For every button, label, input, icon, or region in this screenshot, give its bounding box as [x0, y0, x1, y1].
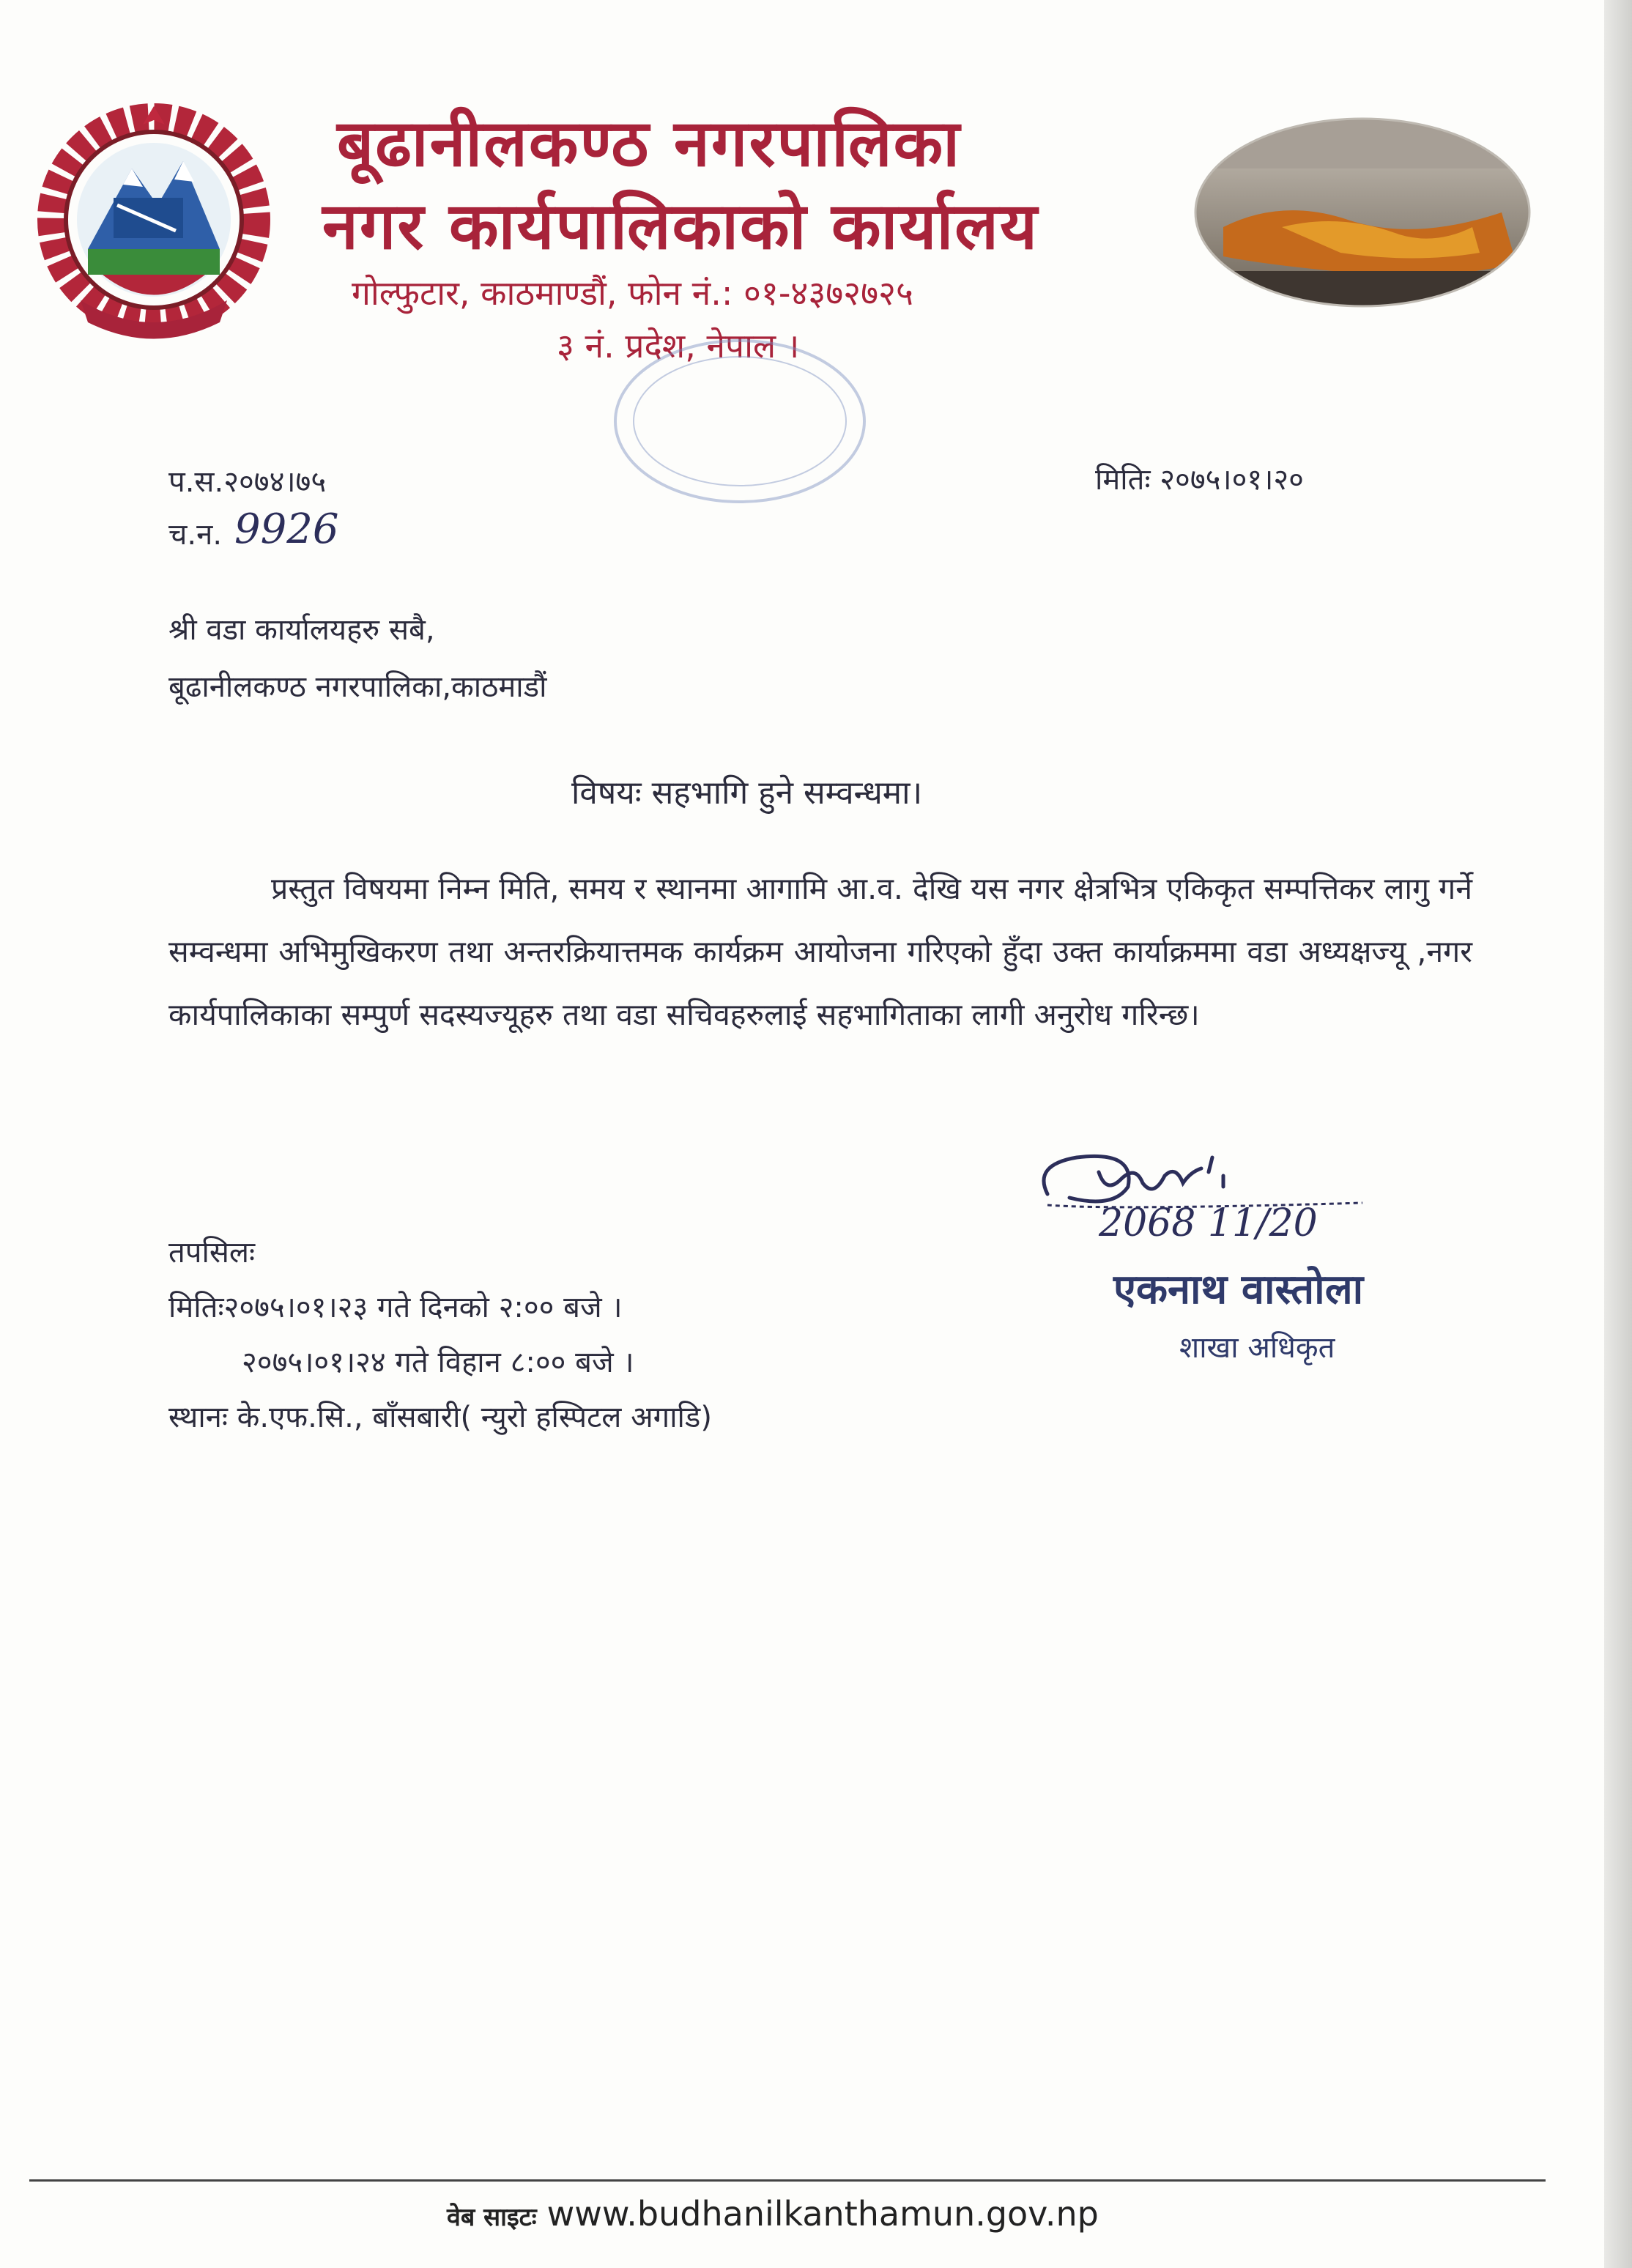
chalani-label: च.न.: [168, 518, 223, 552]
office-address: गोल्फुटार, काठमाण्डौं, फोन नं.: ०१-४३७२७२५: [352, 273, 913, 313]
office-name: नगर कार्यपालिकाको कार्यालय: [322, 188, 1039, 264]
footer: [447, 2194, 1099, 2234]
office-stamp: [601, 330, 879, 513]
municipality-name: बूढानीलकण्ठ नगरपालिका: [337, 105, 962, 181]
website-label: वेब साइटः: [447, 2203, 537, 2232]
recipient-line-2: बूढानीलकण्ठ नगरपालिका,काठमाडौं: [168, 670, 547, 704]
footer-divider: [29, 2179, 1546, 2182]
header-oval-photo: [1194, 117, 1531, 308]
details-heading: तपसिलः: [168, 1236, 256, 1270]
letter-subject: विषयः सहभागि हुने सम्वन्धमा।: [571, 774, 923, 812]
details-date-2: २०७५।०१।२४ गते विहान ८:०० बजे ।: [242, 1346, 634, 1379]
letter-body: [168, 857, 1472, 1046]
details-date-1: मितिः२०७५।०१।२३ गते दिनको २:०० बजे ।: [168, 1291, 623, 1324]
chalani-number: 9926: [234, 505, 339, 553]
reference-number: प.स.२०७४।७५: [168, 465, 327, 499]
page-edge-shadow: [1604, 0, 1632, 2268]
letter-date: मितिः २०७५।०१।२०: [1095, 463, 1304, 497]
signature-date: 2068 11/20: [1099, 1201, 1318, 1245]
details-place: स्थानः के.एफ.सि., बाँसबारी( न्युरो हस्पिटल अगाडि): [168, 1401, 712, 1434]
body-paragraph: प्रस्तुत विषयमा निम्न मिति, समय र स्थानमा आगामि आ.व. देखि यस नगर क्षेत्रभित्र एकिकृत सम्पत्तिकर लागु गर्ने सम्वन्धमा अभिमुखिकरण तथा अन्तरक्रियात्तमक कार्यक्रम आयोजना गरिएको हुँदा उक्त कार्याक्रममा वडा अध्यक्षज्यू ,नगर कार्यपालिकाका सम्पुर्ण सदस्यज्यूहरु तथा वडा सचिवहरुलाई सहभागिताका लागी अनुरोध गरिन्छ।: [168, 871, 1472, 1032]
office-province: ३ नं. प्रदेश, नेपाल ।: [557, 326, 800, 366]
hills-icon: [88, 249, 220, 275]
recipient-line-1: श्री वडा कार्यालयहरु सबै,: [168, 613, 435, 647]
signatory-designation: शाखा अधिकृत: [1179, 1331, 1335, 1365]
website-link[interactable]: www.budhanilkanthamun.gov.np: [546, 2194, 1099, 2234]
signatory-name: एकनाथ वास्तोला: [1113, 1266, 1364, 1313]
nepal-emblem-logo: [37, 103, 271, 344]
